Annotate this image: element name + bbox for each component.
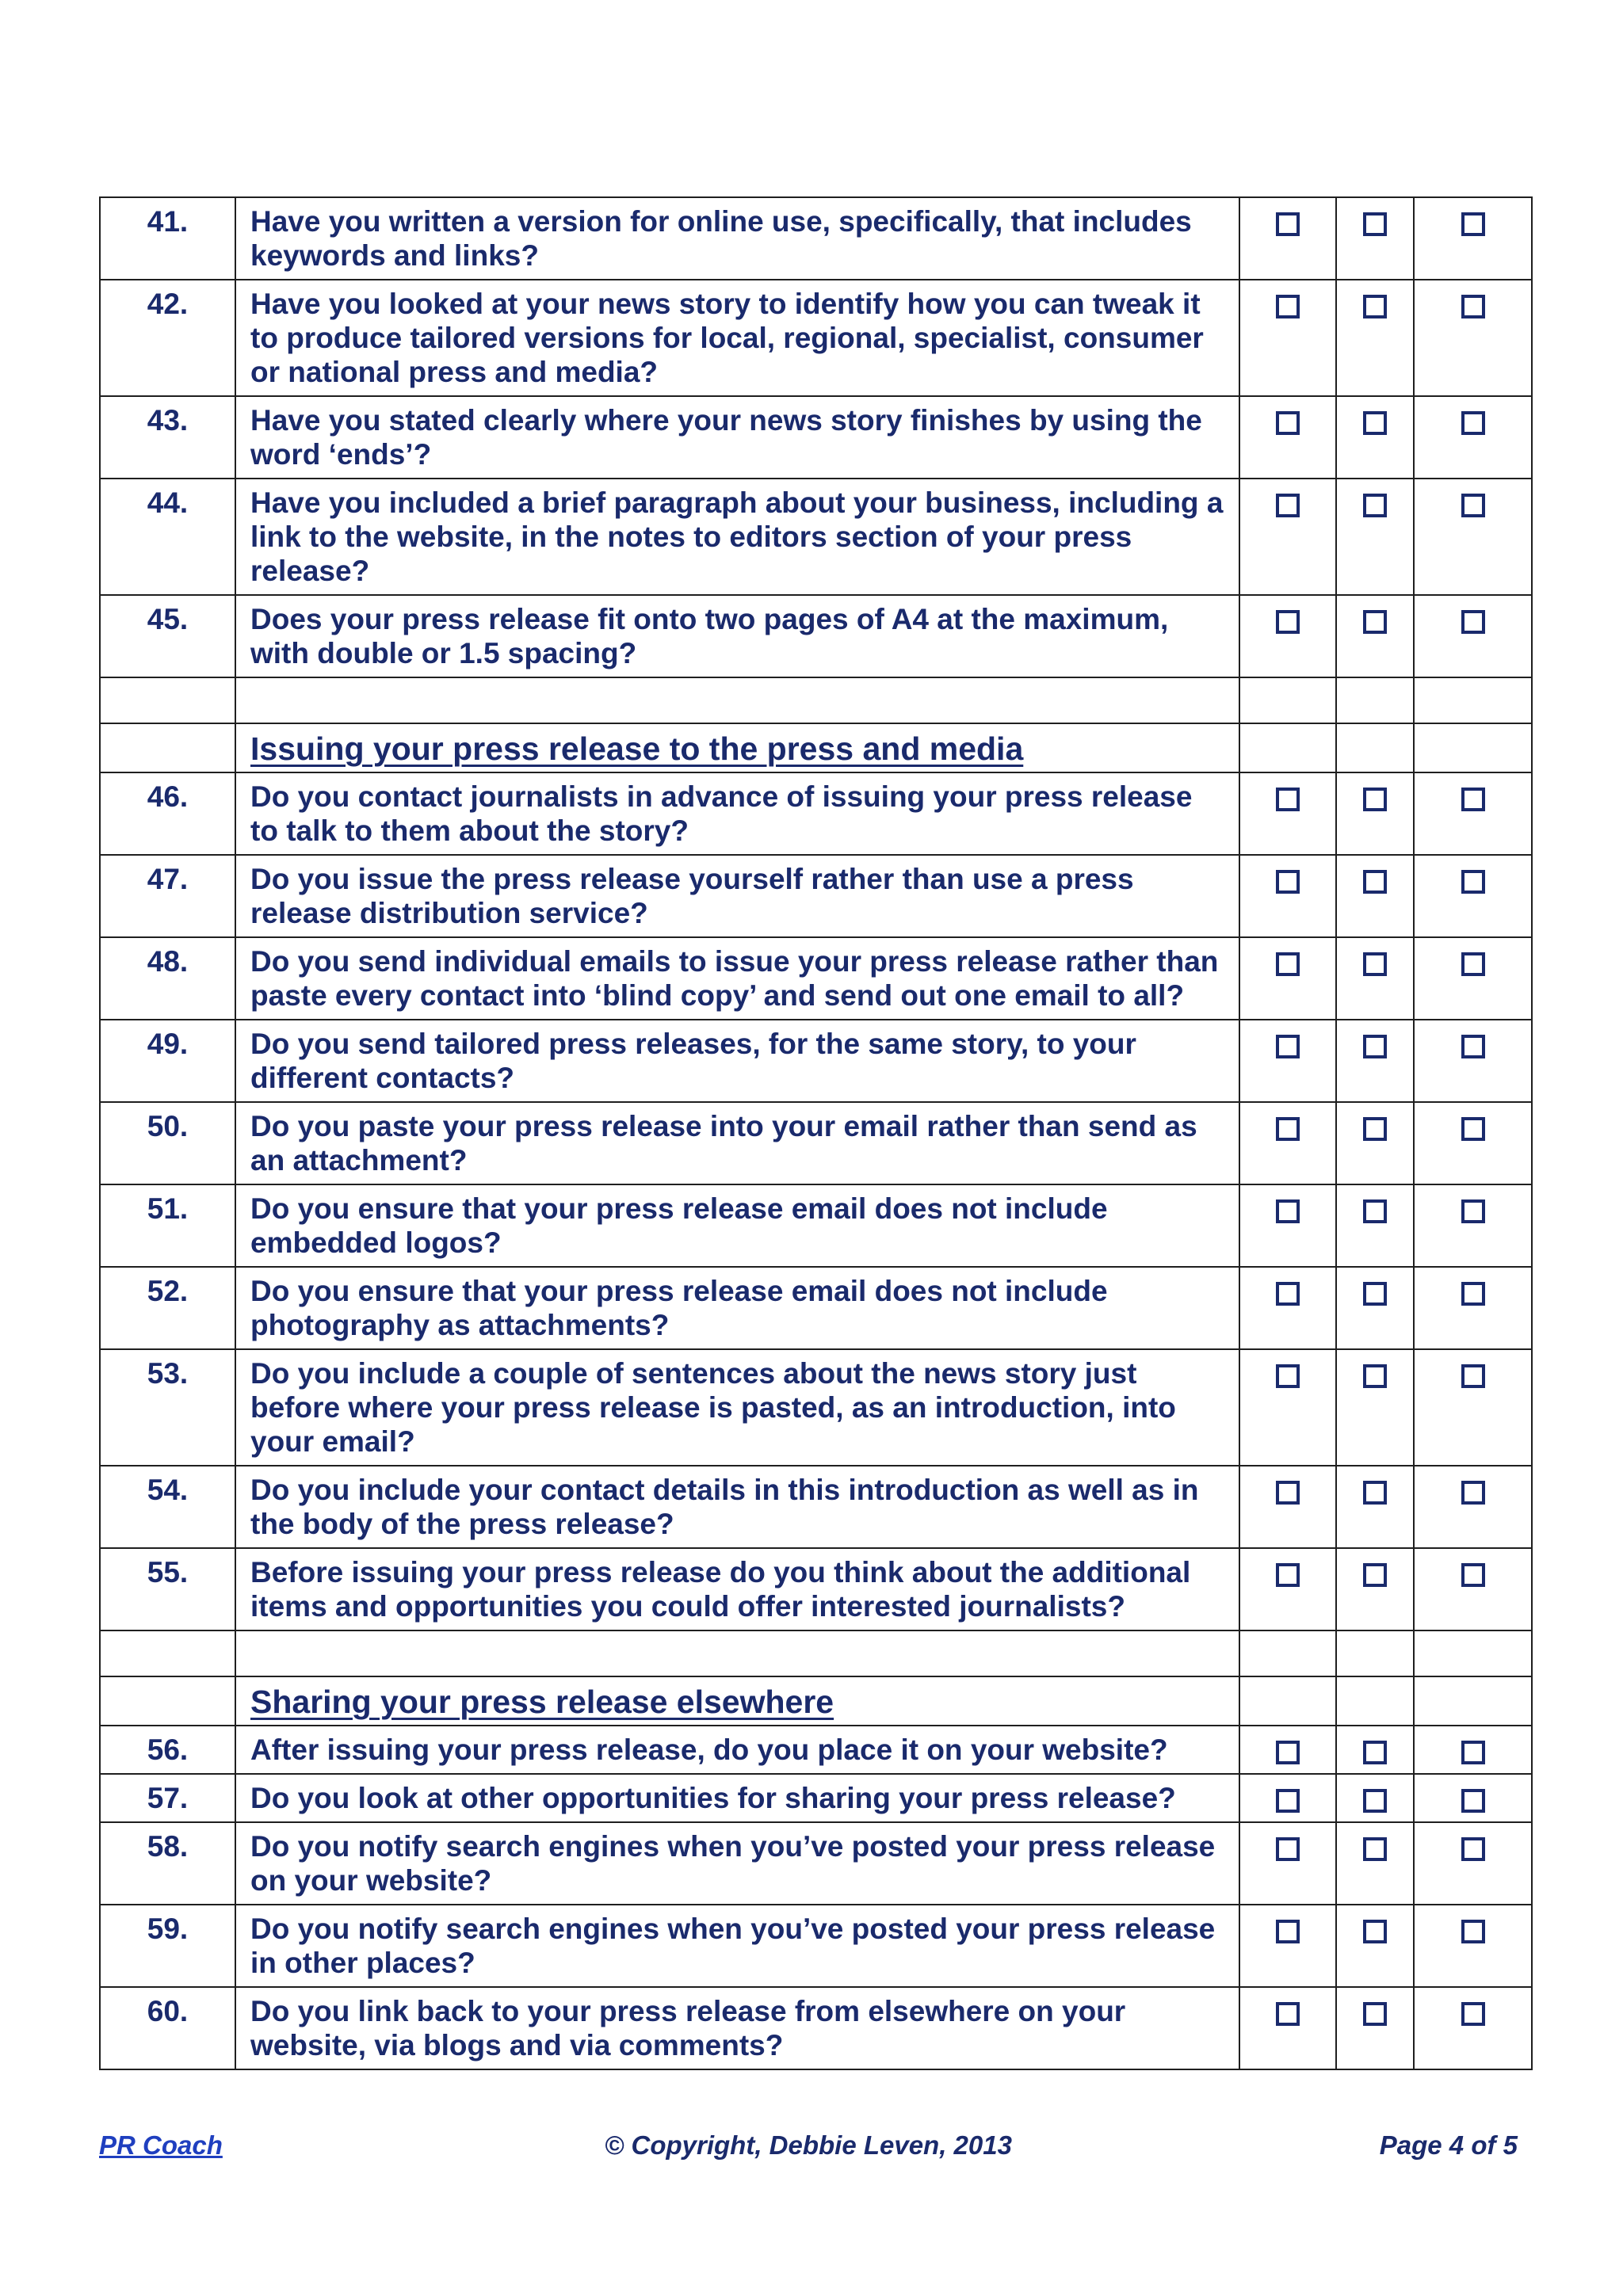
page-number: Page 4 of 5 [1379,2130,1518,2160]
checklist-table [99,196,1533,2070]
answer-col-3-cell [1414,1822,1532,1905]
answer-col-3-cell [1414,855,1532,937]
answer-col-3-cell [1414,1349,1532,1466]
checkbox-icon[interactable] [1363,1837,1387,1861]
question-text: Do you notify search engines when you’ve posted your press release in other places? [235,1905,1239,1987]
checkbox-icon[interactable] [1363,1563,1387,1587]
answer-col-1-cell [1239,1726,1336,1774]
answer-col-3-cell [1414,1987,1532,2069]
empty-cell [1414,677,1532,723]
checklist-row [100,1349,1532,1466]
checkbox-icon[interactable] [1276,1563,1300,1587]
checklist-row [100,280,1532,396]
checkbox-icon[interactable] [1276,1364,1300,1388]
question-number: 43. [100,396,235,479]
question-number: 42. [100,280,235,396]
checkbox-icon[interactable] [1461,952,1485,976]
answer-col-1-cell [1239,1267,1336,1349]
section-title-cell [235,1676,1239,1726]
answer-col-3-cell [1414,1267,1532,1349]
checkbox-icon[interactable] [1461,1837,1485,1861]
checklist-row [100,595,1532,677]
answer-col-3-cell [1414,1020,1532,1102]
question-number: 49. [100,1020,235,1102]
checklist-row [100,479,1532,595]
checkbox-icon[interactable] [1461,788,1485,811]
checklist-row [100,197,1532,280]
question-text: Do you look at other opportunities for sharing your press release? [235,1774,1239,1822]
question-text: Do you include a couple of sentences about the news story just before where your press release is pasted, as an introduction, into your email? [235,1349,1239,1466]
question-number: 48. [100,937,235,1020]
checkbox-icon[interactable] [1363,494,1387,517]
answer-col-1-cell [1239,479,1336,595]
question-number: 52. [100,1267,235,1349]
question-number: 55. [100,1548,235,1630]
checkbox-icon[interactable] [1363,411,1387,435]
pr-coach-link[interactable]: PR Coach [99,2130,223,2160]
answer-col-3-cell [1414,772,1532,855]
checkbox-icon[interactable] [1461,1789,1485,1813]
checkbox-icon[interactable] [1461,610,1485,634]
checkbox-icon[interactable] [1461,1199,1485,1223]
checkbox-icon[interactable] [1461,1741,1485,1764]
answer-col-3-cell [1414,479,1532,595]
answer-col-2-cell [1336,1548,1414,1630]
section-header-row [100,723,1532,772]
empty-cell [100,677,235,723]
answer-col-1-cell [1239,1548,1336,1630]
answer-col-3-cell [1414,1102,1532,1184]
answer-col-2-cell [1336,197,1414,280]
checklist-row [100,1267,1532,1349]
checkbox-icon[interactable] [1276,1199,1300,1223]
answer-col-2-cell [1336,1774,1414,1822]
answer-col-3-cell [1414,937,1532,1020]
checkbox-icon[interactable] [1276,295,1300,318]
question-text: Do you issue the press release yourself rather than use a press release distribution service? [235,855,1239,937]
checklist-row [100,396,1532,479]
question-text: Before issuing your press release do you think about the additional items and opportunities you could offer interested journalists? [235,1548,1239,1630]
empty-cell [1336,1630,1414,1676]
empty-cell [1414,1630,1532,1676]
section-title-cell [235,723,1239,772]
checkbox-icon[interactable] [1363,788,1387,811]
question-text: Have you written a version for online use, specifically, that includes keywords and links? [235,197,1239,280]
empty-cell [1239,723,1336,772]
question-text: After issuing your press release, do you place it on your website? [235,1726,1239,1774]
answer-col-2-cell [1336,1822,1414,1905]
checklist-row [100,1774,1532,1822]
empty-cell [1239,1676,1336,1726]
question-text: Do you ensure that your press release email does not include embedded logos? [235,1184,1239,1267]
checkbox-icon[interactable] [1276,2002,1300,2026]
answer-col-3-cell [1414,1466,1532,1548]
checkbox-icon[interactable] [1276,610,1300,634]
question-text: Have you included a brief paragraph about your business, including a link to the website, in the notes to editors section of your press release? [235,479,1239,595]
answer-col-3-cell [1414,1726,1532,1774]
answer-col-1-cell [1239,1020,1336,1102]
checklist-row [100,1020,1532,1102]
checklist-row [100,855,1532,937]
question-number: 58. [100,1822,235,1905]
question-text: Do you ensure that your press release email does not include photography as attachments? [235,1267,1239,1349]
question-number: 41. [100,197,235,280]
checkbox-icon[interactable] [1363,1035,1387,1058]
answer-col-2-cell [1336,280,1414,396]
answer-col-2-cell [1336,1905,1414,1987]
question-text: Do you link back to your press release from elsewhere on your website, via blogs and via comments? [235,1987,1239,2069]
question-number: 50. [100,1102,235,1184]
question-number: 44. [100,479,235,595]
checkbox-icon[interactable] [1276,1481,1300,1505]
question-number: 60. [100,1987,235,2069]
section-title: Sharing your press release elsewhere [250,1684,834,1720]
answer-col-2-cell [1336,396,1414,479]
answer-col-2-cell [1336,1349,1414,1466]
answer-col-2-cell [1336,1466,1414,1548]
checkbox-icon[interactable] [1461,1481,1485,1505]
empty-cell [1414,1676,1532,1726]
answer-col-2-cell [1336,479,1414,595]
answer-col-2-cell [1336,1267,1414,1349]
checkbox-icon[interactable] [1363,1741,1387,1764]
answer-col-1-cell [1239,1987,1336,2069]
empty-cell [100,1630,235,1676]
empty-cell [1239,677,1336,723]
checklist-row [100,1905,1532,1987]
question-text: Do you include your contact details in this introduction as well as in the body of the press release? [235,1466,1239,1548]
checkbox-icon[interactable] [1461,870,1485,894]
answer-col-1-cell [1239,396,1336,479]
checkbox-icon[interactable] [1461,2002,1485,2026]
checkbox-icon[interactable] [1363,2002,1387,2026]
answer-col-3-cell [1414,197,1532,280]
checkbox-icon[interactable] [1461,1563,1485,1587]
empty-cell [235,1630,1239,1676]
checkbox-icon[interactable] [1276,952,1300,976]
question-text: Have you looked at your news story to identify how you can tweak it to produce tailored versions for local, regional, specialist, consumer or national press and media? [235,280,1239,396]
section-title: Issuing your press release to the press and media [250,730,1024,767]
checklist-row [100,1822,1532,1905]
answer-col-1-cell [1239,197,1336,280]
checkbox-icon[interactable] [1461,1364,1485,1388]
checkbox-icon[interactable] [1461,295,1485,318]
answer-col-1-cell [1239,937,1336,1020]
empty-cell [100,1676,235,1726]
checkbox-icon[interactable] [1461,212,1485,236]
question-number: 54. [100,1466,235,1548]
question-text: Have you stated clearly where your news story finishes by using the word ‘ends’? [235,396,1239,479]
checklist-row [100,937,1532,1020]
checkbox-icon[interactable] [1276,411,1300,435]
answer-col-2-cell [1336,1726,1414,1774]
answer-col-1-cell [1239,595,1336,677]
page-footer [99,2126,1518,2165]
empty-cell [1336,1676,1414,1726]
answer-col-1-cell [1239,1349,1336,1466]
empty-cell [1336,677,1414,723]
checkbox-icon[interactable] [1276,870,1300,894]
question-text: Do you send individual emails to issue your press release rather than paste every contact into ‘blind copy’ and send out one email to all? [235,937,1239,1020]
checkbox-icon[interactable] [1276,1282,1300,1306]
answer-col-1-cell [1239,772,1336,855]
empty-cell [1414,723,1532,772]
answer-col-2-cell [1336,855,1414,937]
question-number: 57. [100,1774,235,1822]
checklist-body [100,197,1532,2069]
answer-col-2-cell [1336,772,1414,855]
answer-col-1-cell [1239,1774,1336,1822]
checkbox-icon[interactable] [1363,1920,1387,1943]
checkbox-icon[interactable] [1276,1920,1300,1943]
checkbox-icon[interactable] [1276,1837,1300,1861]
checkbox-icon[interactable] [1276,1741,1300,1764]
answer-col-3-cell [1414,396,1532,479]
checklist-row [100,1466,1532,1548]
checkbox-icon[interactable] [1363,295,1387,318]
answer-col-3-cell [1414,1548,1532,1630]
checkbox-icon[interactable] [1363,1364,1387,1388]
checkbox-icon[interactable] [1363,870,1387,894]
question-text: Do you paste your press release into your email rather than send as an attachment? [235,1102,1239,1184]
answer-col-1-cell [1239,280,1336,396]
question-text: Does your press release fit onto two pages of A4 at the maximum, with double or 1.5 spacing? [235,595,1239,677]
checkbox-icon[interactable] [1461,1035,1485,1058]
answer-col-2-cell [1336,595,1414,677]
answer-col-2-cell [1336,937,1414,1020]
checklist-row [100,772,1532,855]
answer-col-2-cell [1336,1987,1414,2069]
answer-col-1-cell [1239,1905,1336,1987]
checkbox-icon[interactable] [1461,494,1485,517]
checkbox-icon[interactable] [1363,1117,1387,1141]
answer-col-3-cell [1414,1774,1532,1822]
answer-col-3-cell [1414,1905,1532,1987]
checklist-row [100,1987,1532,2069]
question-text: Do you send tailored press releases, for the same story, to your different contacts? [235,1020,1239,1102]
question-number: 56. [100,1726,235,1774]
empty-cell [100,723,235,772]
checkbox-icon[interactable] [1276,788,1300,811]
answer-col-1-cell [1239,1822,1336,1905]
question-number: 45. [100,595,235,677]
question-number: 46. [100,772,235,855]
answer-col-1-cell [1239,855,1336,937]
question-number: 53. [100,1349,235,1466]
checkbox-icon[interactable] [1363,952,1387,976]
checkbox-icon[interactable] [1363,1199,1387,1223]
checklist-row [100,1102,1532,1184]
question-number: 51. [100,1184,235,1267]
answer-col-1-cell [1239,1466,1336,1548]
checkbox-icon[interactable] [1276,212,1300,236]
answer-col-3-cell [1414,280,1532,396]
checkbox-icon[interactable] [1276,1789,1300,1813]
answer-col-1-cell [1239,1102,1336,1184]
empty-cell [1336,723,1414,772]
question-number: 47. [100,855,235,937]
checkbox-icon[interactable] [1363,610,1387,634]
question-text: Do you notify search engines when you’ve posted your press release on your website? [235,1822,1239,1905]
checkbox-icon[interactable] [1461,1920,1485,1943]
section-header-row [100,1676,1532,1726]
checkbox-icon[interactable] [1461,1117,1485,1141]
empty-cell [1239,1630,1336,1676]
copyright-text: © Copyright, Debbie Leven, 2013 [605,2130,1012,2160]
checkbox-icon[interactable] [1363,1789,1387,1813]
answer-col-2-cell [1336,1102,1414,1184]
checkbox-icon[interactable] [1276,494,1300,517]
answer-col-2-cell [1336,1184,1414,1267]
answer-col-2-cell [1336,1020,1414,1102]
answer-col-1-cell [1239,1184,1336,1267]
checklist-row [100,1726,1532,1774]
checkbox-icon[interactable] [1461,1282,1485,1306]
checkbox-icon[interactable] [1461,411,1485,435]
empty-cell [235,677,1239,723]
spacer-row [100,1630,1532,1676]
question-text: Do you contact journalists in advance of issuing your press release to talk to them about the story? [235,772,1239,855]
checklist-row [100,1184,1532,1267]
checkbox-icon[interactable] [1363,1282,1387,1306]
checkbox-icon[interactable] [1363,212,1387,236]
answer-col-3-cell [1414,1184,1532,1267]
answer-col-3-cell [1414,595,1532,677]
checkbox-icon[interactable] [1276,1117,1300,1141]
spacer-row [100,677,1532,723]
question-number: 59. [100,1905,235,1987]
checkbox-icon[interactable] [1276,1035,1300,1058]
checklist-row [100,1548,1532,1630]
checkbox-icon[interactable] [1363,1481,1387,1505]
